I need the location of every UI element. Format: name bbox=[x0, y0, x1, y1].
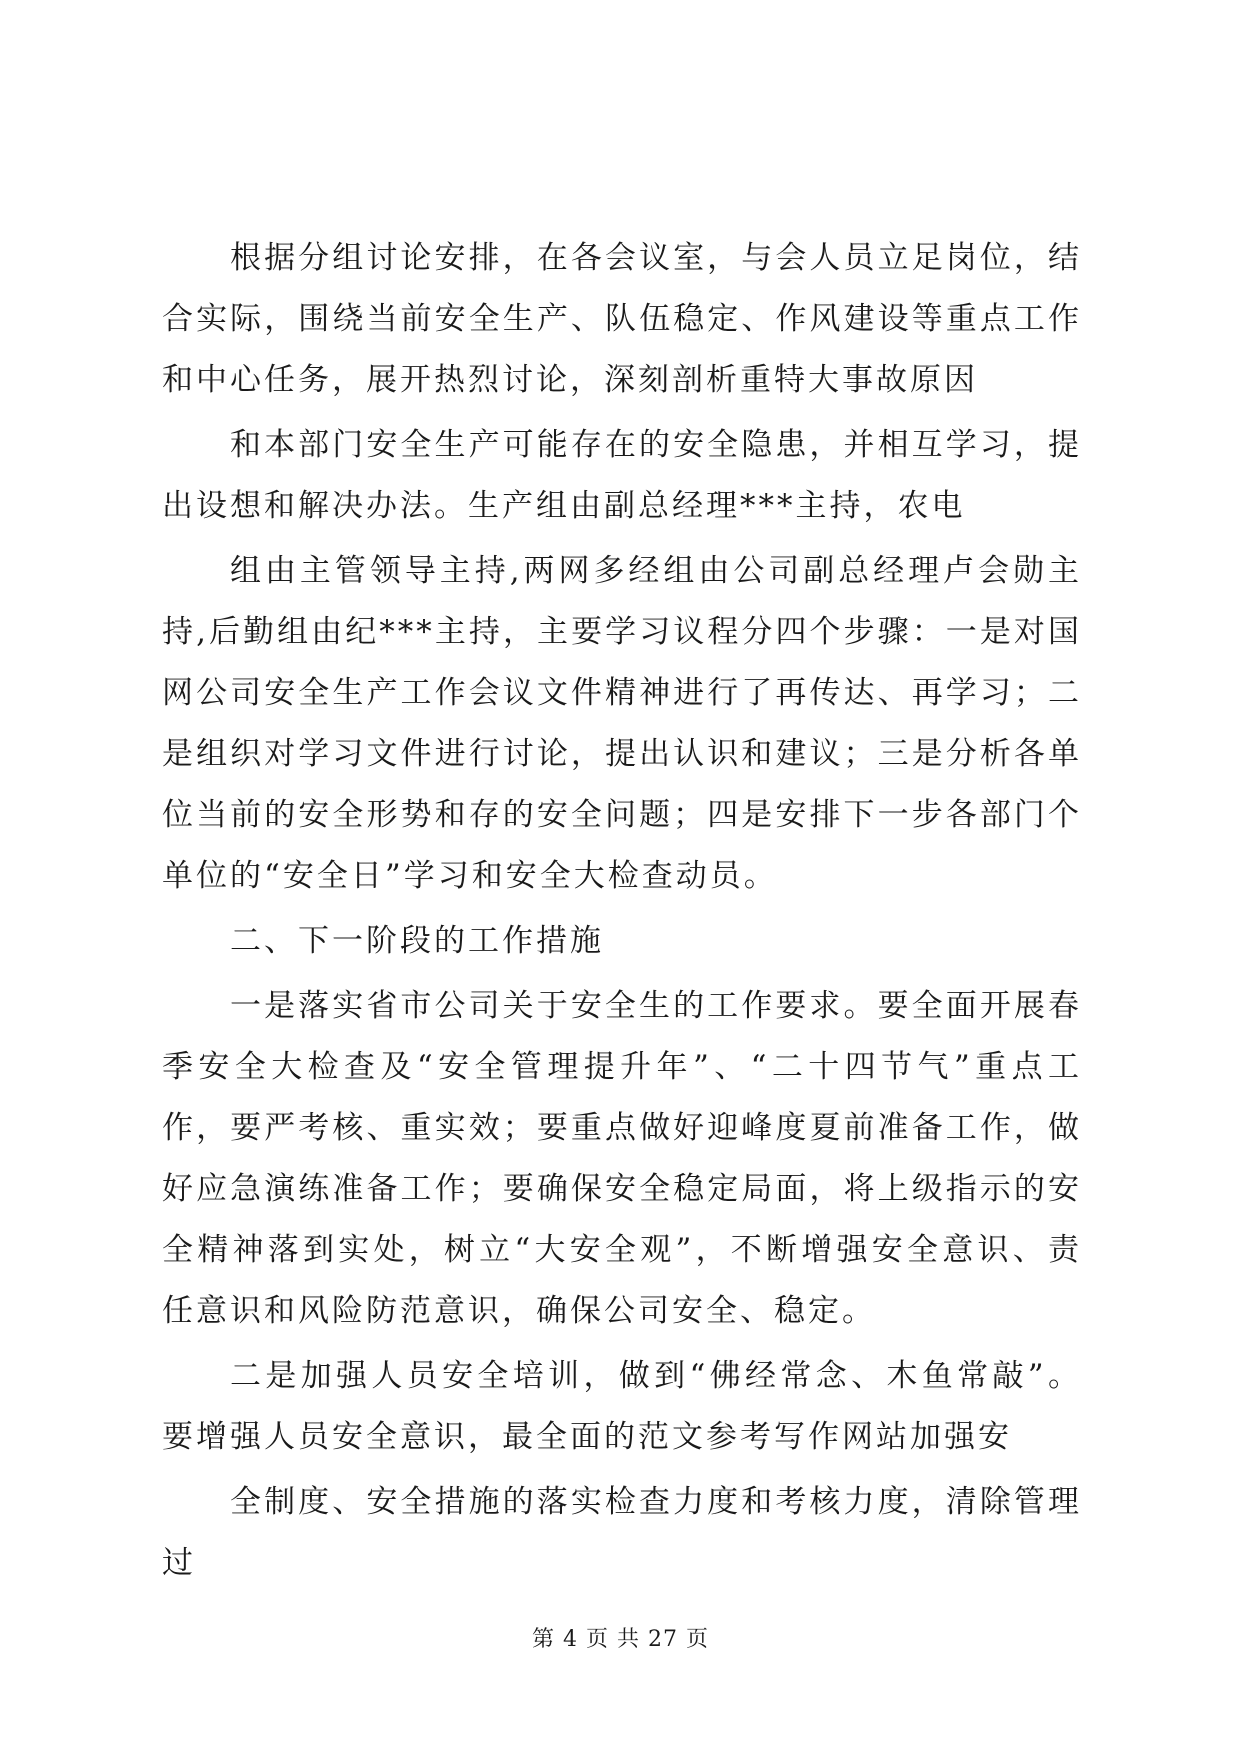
page-footer: 第 4 页 共 27 页 bbox=[532, 1627, 709, 1652]
paragraph-4: 一是落实省市公司关于安全生的工作要求。要全面开展春季安全大检查及“安全管理提升年”、“二十四节气”重点工作，要严考核、重实效；要重点做好迎峰度夏前准备工作，做好应急演练准备工作；要确保安全稳定局面，将上级指示的安全精神落到实处，树立“大安全观”，不断增强安全意识、责任意识和风险防范意识，确保公司安全、稳定。 bbox=[162, 988, 1082, 1329]
section-heading: 二、下一阶段的工作措施 bbox=[230, 923, 604, 959]
paragraph-1: 根据分组讨论安排，在各会议室，与会人员立足岗位，结合实际，围绕当前安全生产、队伍稳定、作风建设等重点工作和中心任务，展开热烈讨论，深刻剖析重特大事故原因 bbox=[162, 240, 1082, 398]
paragraph-6: 全制度、安全措施的落实检查力度和考核力度，清除管理过 bbox=[162, 1484, 1082, 1581]
paragraph-5: 二是加强人员安全培训，做到“佛经常念、木鱼常敲”。要增强人员安全意识，最全面的范文参考写作网站加强安 bbox=[162, 1358, 1082, 1455]
paragraph-2: 和本部门安全生产可能存在的安全隐患，并相互学习，提出设想和解决办法。生产组由副总经理***主持，农电 bbox=[162, 427, 1082, 524]
paragraph-3: 组由主管领导主持,两网多经组由公司副总经理卢会勋主持,后勤组由纪***主持，主要学习议程分四个步骤：一是对国网公司安全生产工作会议文件精神进行了再传达、再学习；二是组织对学习文件进行讨论，提出认识和建议；三是分析各单位当前的安全形势和存的安全问题；四是安排下一步各部门个单位的“安全日”学习和安全大检查动员。 bbox=[162, 553, 1082, 894]
document-body bbox=[162, 228, 1082, 1598]
